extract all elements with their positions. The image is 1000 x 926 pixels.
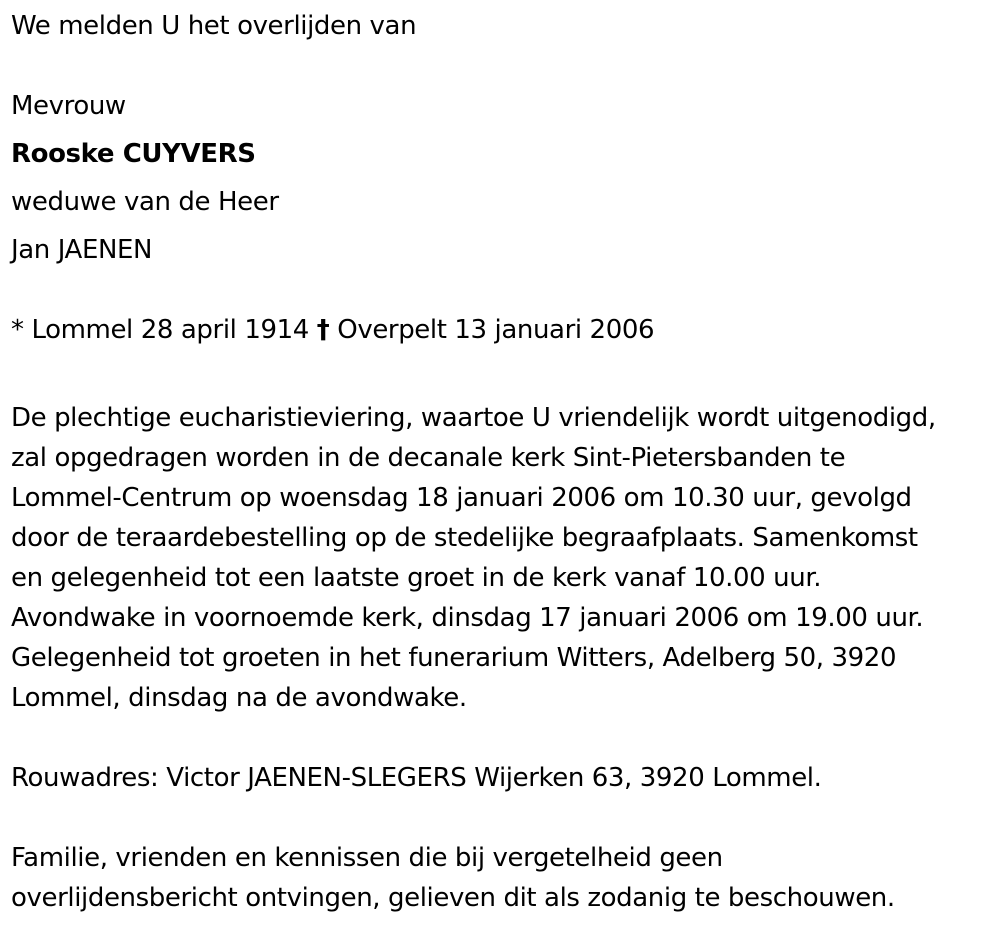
deceased-name: Rooske CUYVERS <box>11 139 256 169</box>
birth-info: * Lommel 28 april 1914 <box>11 315 309 345</box>
ceremony-line: Avondwake in voornoemde kerk, dinsdag 17 januari 2006 om 19.00 uur. <box>11 603 924 633</box>
closing-paragraph <box>11 838 996 918</box>
cross-icon: † <box>316 315 330 345</box>
ceremony-line: door de teraardebestelling op de stedelijke begraafplaats. Samenkomst <box>11 523 918 553</box>
ceremony-line: en gelegenheid tot een laatste groet in de kerk vanaf 10.00 uur. <box>11 563 822 593</box>
address-line: Rouwadres: Victor JAENEN-SLEGERS Wijerken 63, 3920 Lommel. <box>11 763 822 793</box>
ceremony-paragraph <box>11 398 996 718</box>
death-info: Overpelt 13 januari 2006 <box>337 315 655 345</box>
ceremony-line: zal opgedragen worden in de decanale kerk Sint-Pietersbanden te <box>11 443 846 473</box>
closing-line: Familie, vrienden en kennissen die bij vergetelheid geen <box>11 843 723 873</box>
ceremony-line: Lommel-Centrum op woensdag 18 januari 2006 om 10.30 uur, gevolgd <box>11 483 912 513</box>
closing-line: overlijdensbericht ontvingen, gelieven dit als zodanig te beschouwen. <box>11 883 895 913</box>
ceremony-line: De plechtige eucharistieviering, waartoe U vriendelijk wordt uitgenodigd, <box>11 403 936 433</box>
intro-text: We melden U het overlijden van <box>11 11 417 41</box>
mourning-address <box>11 758 996 798</box>
title-text: Mevrouw <box>11 91 126 121</box>
ceremony-line: Lommel, dinsdag na de avondwake. <box>11 683 467 713</box>
relation-text: weduwe van de Heer <box>11 187 279 217</box>
spouse-name: Jan JAENEN <box>11 235 153 265</box>
death-notice <box>11 6 996 918</box>
ceremony-line: Gelegenheid tot groeten in het funerarium Witters, Adelberg 50, 3920 <box>11 643 897 673</box>
life-dates <box>11 310 996 358</box>
